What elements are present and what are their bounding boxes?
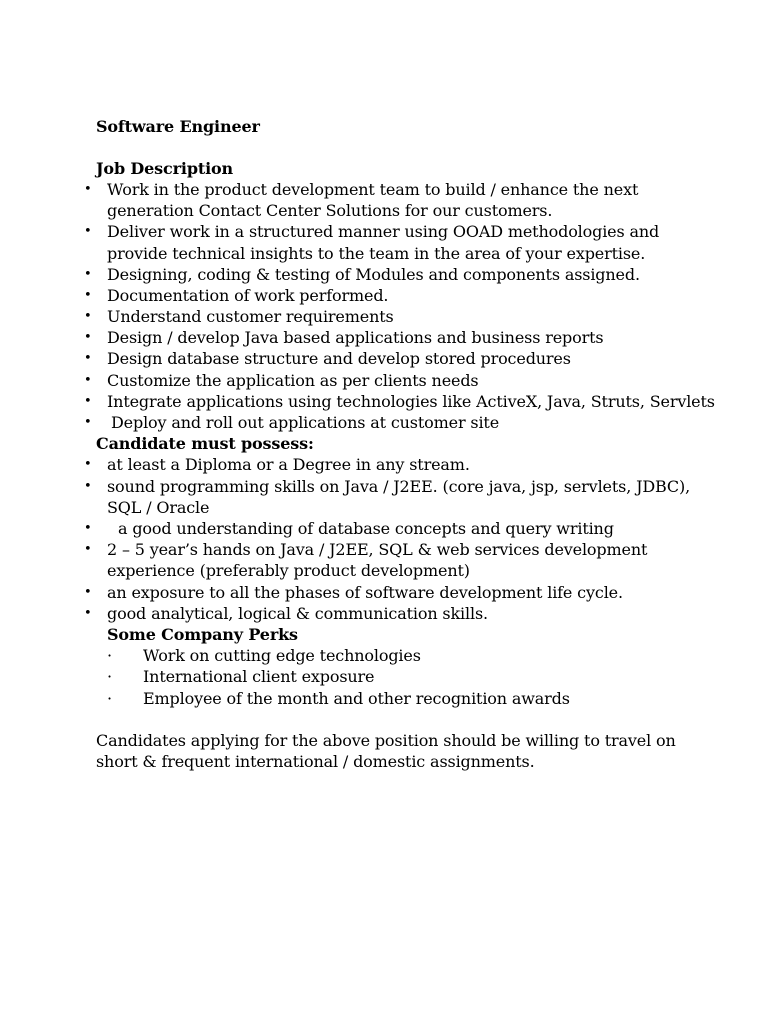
list-item-continuation: SQL / Oracle bbox=[107, 498, 210, 517]
middle-dot-icon: · bbox=[107, 689, 113, 708]
bullet-icon: • bbox=[84, 373, 92, 388]
list-item: 2 – 5 year’s hands on Java / J2EE, SQL & web services development bbox=[107, 540, 648, 559]
bullet-icon: • bbox=[84, 182, 92, 197]
list-item: International client exposure bbox=[143, 667, 375, 686]
job-description-heading: Job Description bbox=[96, 159, 234, 178]
list-item: an exposure to all the phases of software development life cycle. bbox=[107, 583, 623, 602]
bullet-icon: • bbox=[84, 267, 92, 282]
bullet-icon: • bbox=[84, 606, 92, 621]
list-item: Work in the product development team to build / enhance the next bbox=[107, 180, 639, 199]
list-item: Documentation of work performed. bbox=[107, 286, 389, 305]
list-item: Customize the application as per clients needs bbox=[107, 371, 479, 390]
middle-dot-icon: · bbox=[107, 667, 113, 686]
list-item: Design database structure and develop stored procedures bbox=[107, 349, 571, 368]
bullet-icon: • bbox=[84, 521, 92, 536]
bullet-icon: • bbox=[84, 585, 92, 600]
list-item: good analytical, logical & communication skills. bbox=[107, 604, 488, 623]
bullet-icon: • bbox=[84, 542, 92, 557]
list-item: Designing, coding & testing of Modules and components assigned. bbox=[107, 265, 640, 284]
bullet-icon: • bbox=[84, 351, 92, 366]
candidate-heading: Candidate must possess: bbox=[96, 434, 314, 453]
document-title: Software Engineer bbox=[96, 117, 260, 136]
bullet-icon: • bbox=[84, 224, 92, 239]
bullet-icon: • bbox=[84, 330, 92, 345]
list-item-continuation: provide technical insights to the team in the area of your expertise. bbox=[107, 244, 646, 263]
list-item-continuation: experience (preferably product development) bbox=[107, 561, 470, 580]
bullet-icon: • bbox=[84, 394, 92, 409]
list-item: Employee of the month and other recognition awards bbox=[143, 689, 570, 708]
list-item-continuation: generation Contact Center Solutions for our customers. bbox=[107, 201, 553, 220]
list-item: Work on cutting edge technologies bbox=[143, 646, 421, 665]
middle-dot-icon: · bbox=[107, 646, 113, 665]
bullet-icon: • bbox=[84, 288, 92, 303]
paragraph-line: Candidates applying for the above position should be willing to travel on bbox=[96, 731, 676, 750]
list-item: Deploy and roll out applications at customer site bbox=[111, 413, 500, 432]
paragraph-line: short & frequent international / domestic assignments. bbox=[96, 752, 535, 771]
list-item: a good understanding of database concepts and query writing bbox=[118, 519, 614, 538]
bullet-icon: • bbox=[84, 479, 92, 494]
perks-heading: Some Company Perks bbox=[107, 625, 298, 644]
list-item: sound programming skills on Java / J2EE. (core java, jsp, servlets, JDBC), bbox=[107, 477, 691, 496]
list-item: Integrate applications using technologies like ActiveX, Java, Struts, Servlets bbox=[107, 392, 715, 411]
bullet-icon: • bbox=[84, 457, 92, 472]
list-item: Design / develop Java based applications and business reports bbox=[107, 328, 604, 347]
bullet-icon: • bbox=[84, 415, 92, 430]
bullet-icon: • bbox=[84, 309, 92, 324]
list-item: Deliver work in a structured manner using OOAD methodologies and bbox=[107, 222, 660, 241]
list-item: at least a Diploma or a Degree in any stream. bbox=[107, 455, 470, 474]
list-item: Understand customer requirements bbox=[107, 307, 394, 326]
